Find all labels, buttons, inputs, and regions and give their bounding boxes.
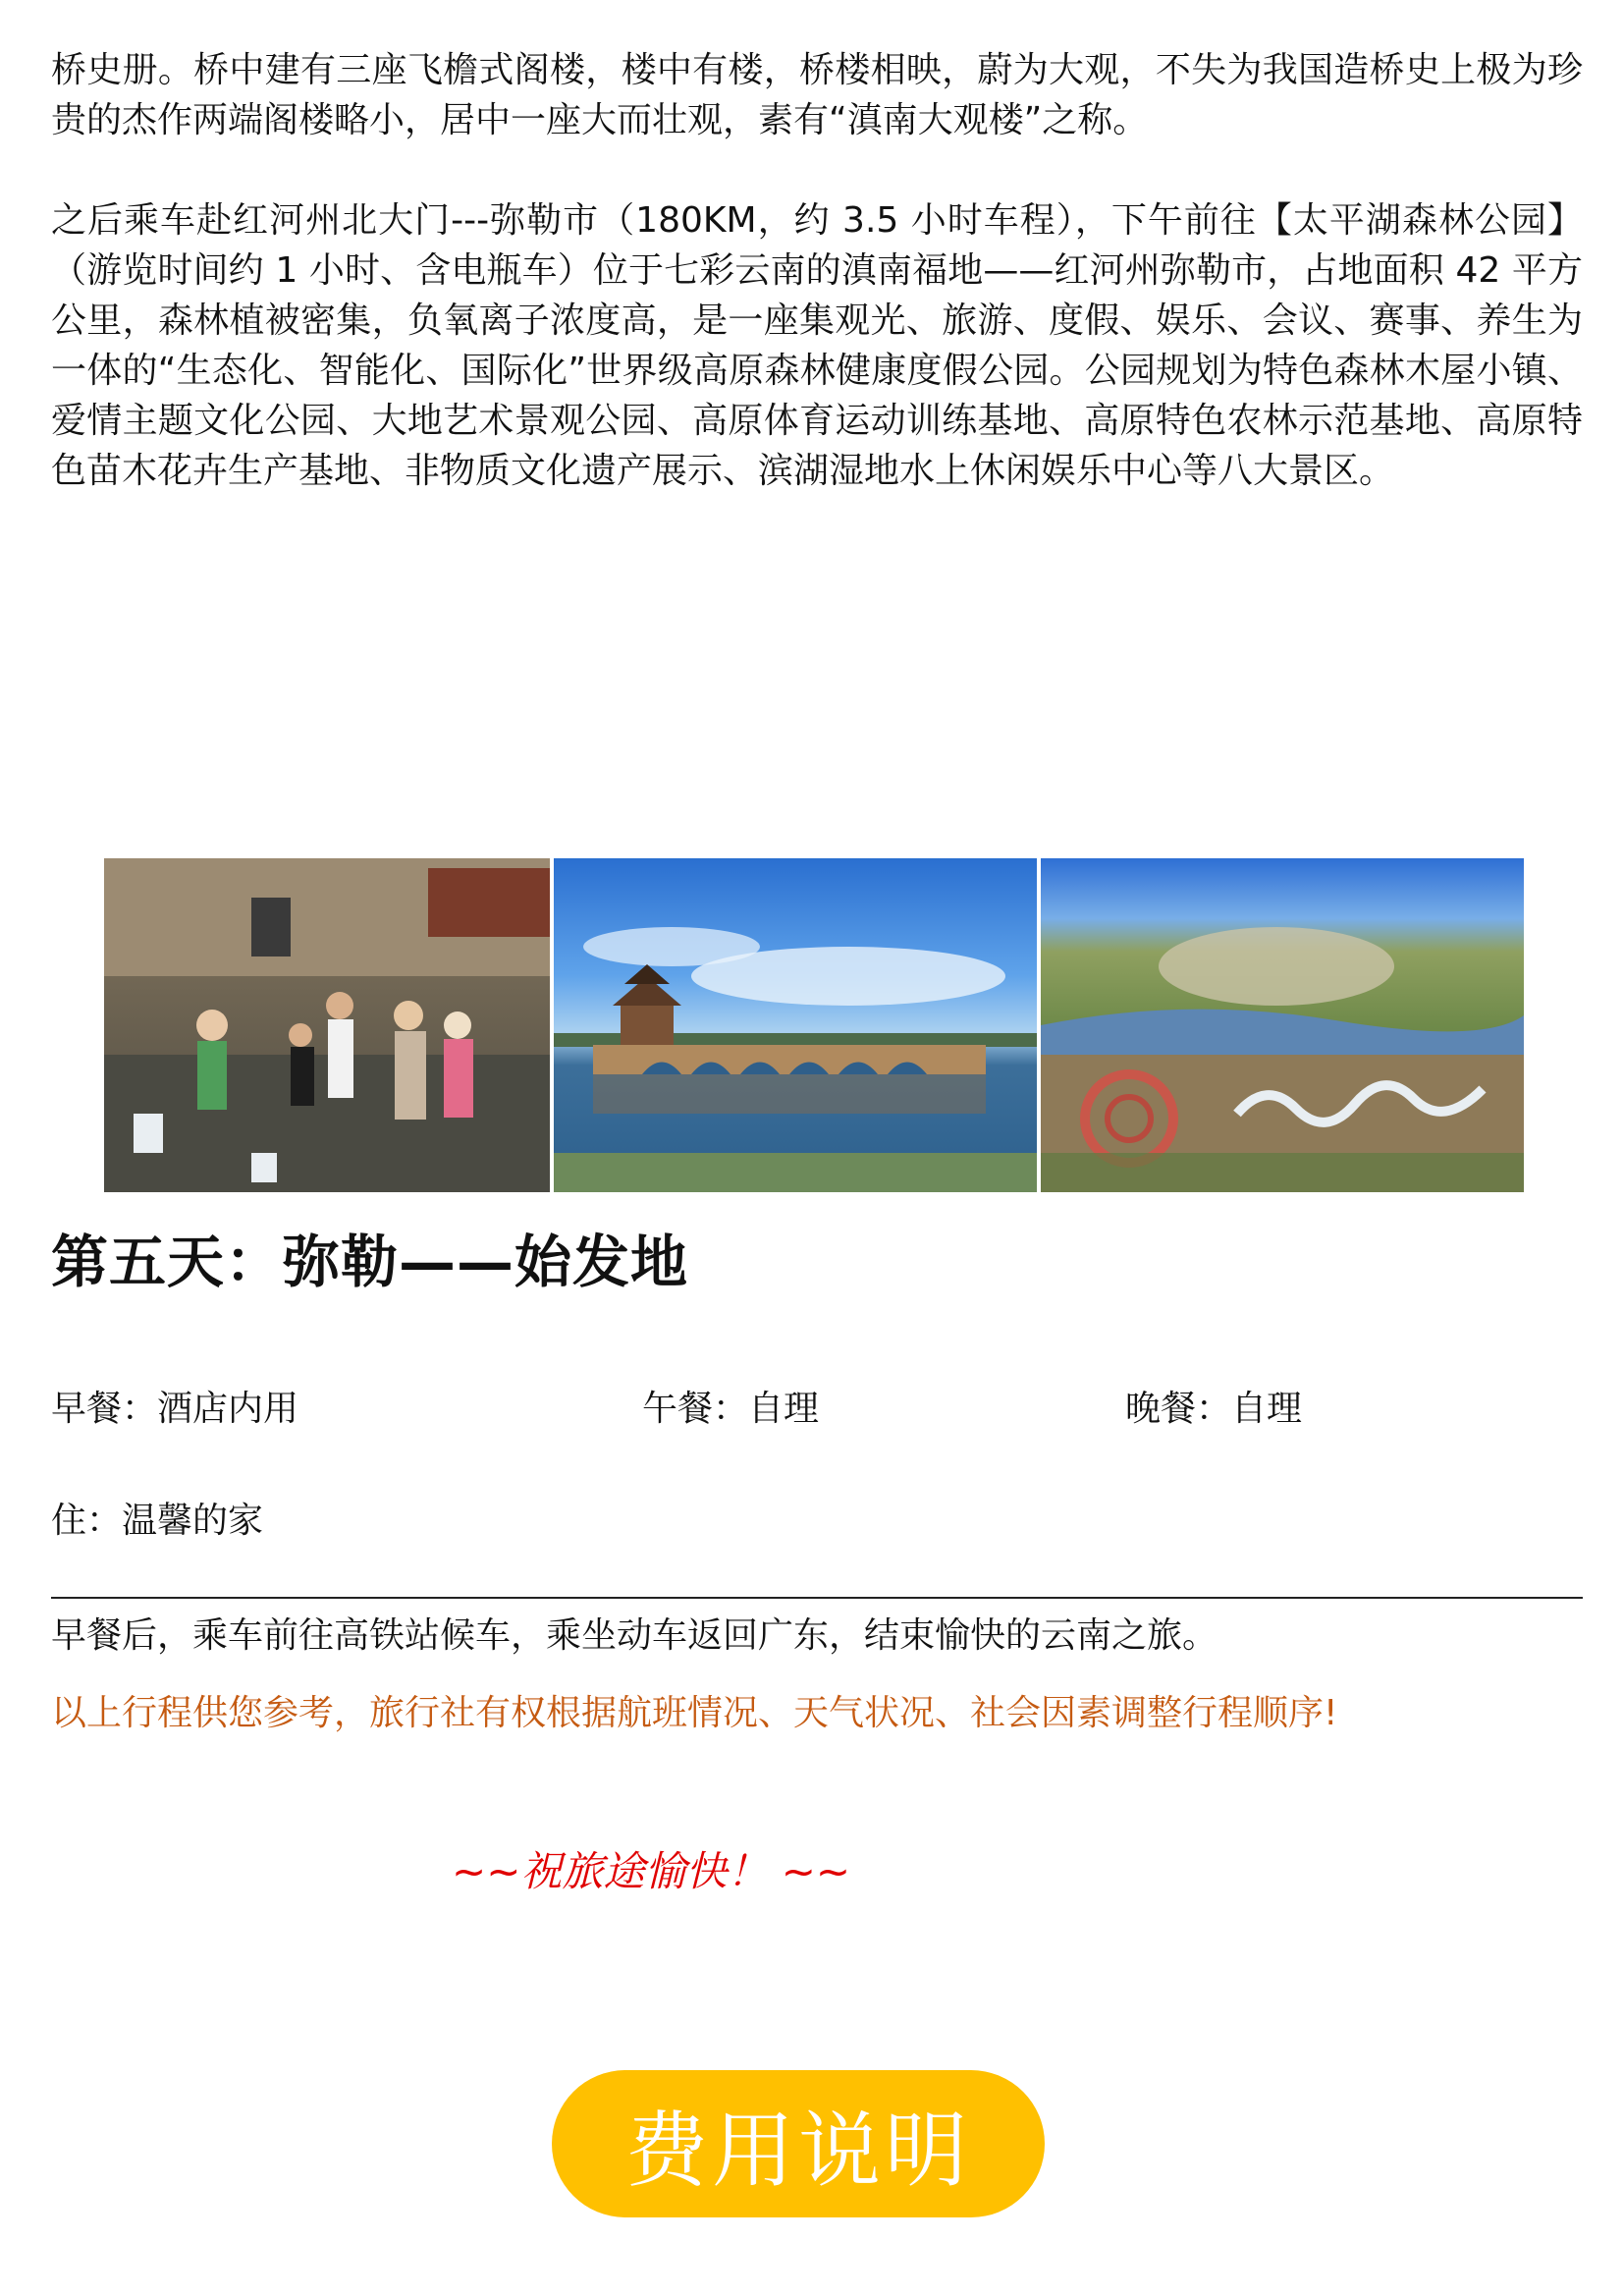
photo-shuanglong-bridge [554,858,1037,1192]
lunch-info: 午餐：自理 [642,1389,820,1429]
accommodation-info: 住：温馨的家 [51,1501,264,1541]
photo-strip [104,858,1524,1192]
section-divider [51,1597,1583,1599]
itinerary-notice: 以上行程供您参考，旅行社有权根据航班情况、天气状况、社会因素调整行程顺序! [51,1693,1338,1733]
intro-paragraph: 桥史册。桥中建有三座飞檐式阁楼，楼中有楼，桥楼相映，蔚为大观，不失为我国造桥史上极为珍贵的杰作两端阁楼略小，居中一座大而壮观，素有“滇南大观楼”之称。 [51,50,1583,140]
fee-description-button[interactable]: 费用说明 [552,2070,1045,2217]
photo-taiping-lake-park [1041,858,1524,1192]
breakfast-info: 早餐：酒店内用 [51,1389,299,1429]
photo-ancient-well [104,858,550,1192]
day5-itinerary: 早餐后，乘车前往高铁站候车，乘坐动车返回广东，结束愉快的云南之旅。 [51,1615,1218,1656]
taiping-lake-paragraph: 之后乘车赴红河州北大门---弥勒市（180KM，约 3.5 小时车程），下午前往【太平湖森林公园】（游览时间约 1 小时、含电瓶车）位于七彩云南的滇南福地——红河州弥勒市，占地面积 42 平方公里，森林植被密集，负氧离子浓度高，是一座集观光、旅游、度假、娱乐、会议、赛事、养生为一体的“生态化、智能化、国际化”世界级高原森林健康度假公园。公园规划为特色森林木屋小镇、爱情主题文化公园、大地艺术景观公园、高原体育运动训练基地、高原特色农林示范基地、高原特色苗木花卉生产基地、非物质文化遗产展示、滨湖湿地水上休闲娱乐中心等八大景区。 [51,200,1583,491]
day5-title: 第五天：弥勒——始发地 [51,1229,689,1295]
farewell-message: ~~祝旅途愉快！ ~~ [452,1847,851,1895]
dinner-info: 晚餐：自理 [1125,1389,1303,1429]
